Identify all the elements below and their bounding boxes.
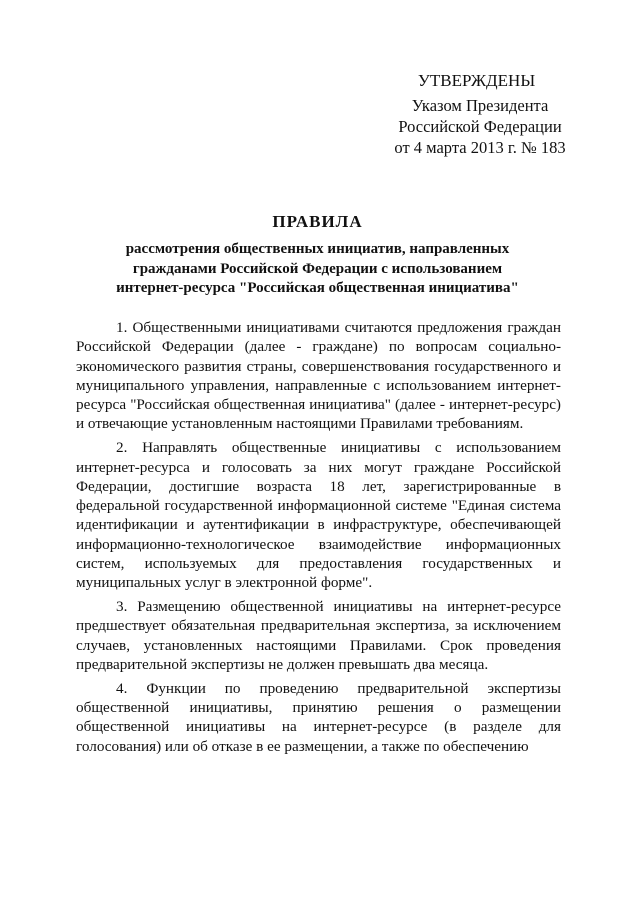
document-subtitle-line-3: интернет-ресурса "Российская общественная инициатива"	[116, 280, 519, 296]
paragraph-1: 1. Общественными инициативами считаются предложения граждан Российской Федерации (далее - граждане) по вопросам социально-экономического развития страны, совершенствования государственного и муниципального управления, направленные с использованием интернет-ресурса "Российская общественная инициатива" (далее - интернет-ресурс) и отвечающие установленным настоящими Правилами требованиям.	[76, 319, 561, 433]
document-heading	[75, 210, 560, 299]
approval-line-1: Указом Президента	[411, 96, 549, 115]
approval-line-2: Российской Федерации	[398, 117, 562, 136]
document-title: ПРАВИЛА	[272, 212, 363, 231]
paragraph-4: 4. Функции по проведению предварительной экспертизы общественной инициативы, принятию решения о размещении общественной инициативы на интернет-ресурсе (в разделе для голосования) или об отказе в ее размещении, а также по обеспечению	[76, 679, 561, 755]
document-subtitle-line-2: гражданами Российской Федерации с использованием	[132, 260, 503, 277]
paragraph-2: 2. Направлять общественные инициативы с использованием интернет-ресурса и голосовать за них могут граждане Российской Федерации, достигшие возраста 18 лет, зарегистрированные в федеральной государственной информационной системе "Единая система идентификации и аутентификации в инфраструктуре, обеспечивающей информационно-технологическое взаимодействие информационных систем, используемых для предоставления государственных и муниципальных услуг в электронной форме".	[76, 439, 561, 592]
document-body	[76, 318, 561, 761]
approval-block	[380, 70, 580, 158]
document-subtitle-line-1: рассмотрения общественных инициатив, направленных	[125, 241, 510, 257]
approval-title: УТВЕРЖДЕНЫ	[417, 71, 536, 90]
paragraph-3: 3. Размещению общественной инициативы на интернет-ресурсе предшествует обязательная предварительная экспертиза, за исключением случаев, установленных настоящими Правилами. Срок проведения предварительной экспертизы не должен превышать два месяца.	[76, 598, 561, 674]
approval-line-3: от 4 марта 2013 г. № 183	[394, 138, 566, 157]
